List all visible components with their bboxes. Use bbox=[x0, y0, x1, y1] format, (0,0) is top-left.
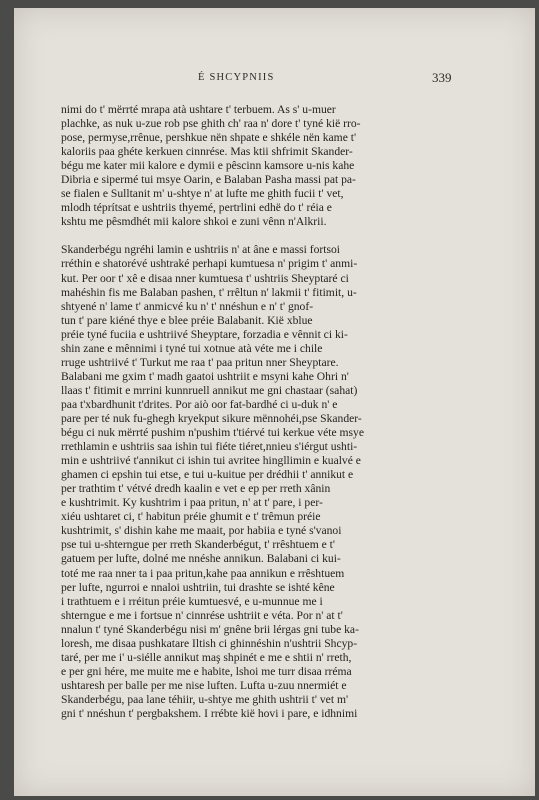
paragraph-1: nimi do t' mërrté mrapa atà ushtare t' terbuem. As s' u-muer plachke, as nuk u-zue rob pse ghith ch' raa n' dore t' tyné kië rro- pose, permyse,rrênue, pershkue nën shpate e shkéle nën kame t' kaloriis paa ghéte kerkuen cinnrése. Mas ktii shfrimit Skander- bégu me kater mii kalore e dymii e pêscinn kamsore u-nis kahe Dibria e sipermé tui msye Oarin, e Balaban Pasha massi pat pa- se fialen e Sulltanit m' u-shtye n' at lufte me ghith fucii t' vet, mlodh téprítsat e ushtriis thyemé, pertrlini edhë do t' réia e kshtu me pêsmdhét mii kalore shkoi e zuni vênn n'Alkrii. bbox=[61, 103, 361, 229]
running-head: É SHCYPNIIS bbox=[198, 72, 275, 83]
body-text bbox=[61, 103, 505, 721]
book-page bbox=[14, 8, 535, 796]
page-number: 339 bbox=[432, 70, 452, 85]
page-header bbox=[14, 72, 535, 88]
paragraph-2: Skanderbégu ngréhi lamin e ushtriis n' at âne e massi fortsoi rréthin e shatorévé ushtraké perhapi kumtuesa n' prigim t' anmi- kut. Per oor t' xê e disaa nner kumtuesa t' ushtriis Sheyptaré ci mahéshin fis me Balaban pashen, t' rrêltun n' lakmii t' fitimit, u- shtyené n' lame t' anmicvé ku n' t' nnéshun e n' t' gnof- tun t' pare kiéné thye e blee préie Balabanit. Kië xblue préie tyné fuciia e ushtriivé Sheyptare, forzadia e vênnit ci ki- shin zane e mênnimi i tyné tui xotnue atà véte me i chile rruge ushtriivé t' Turkut me raa t' paa pritun nner Sheyptare. Balabani me gxim t' madh gaatoi ushtriit e msyni kahe Ohri n' llaas t' fitimit e mrrini kunnruell annikut me gni chastaar (sahat) paa t'xbardhunit t'drites. Por aiò oor fat-bardhé ci u-duk n' e pare per té nuk fu-ghegh kryekput sikure mënnohéi,pse Skander- bégu ci nuk mërrté pushim n'pushim t'tiérvé tui kerkue véte msye rrethlamin e ushtriis saa ishin tui fiéte tiéret,nnieu s'iérgut ushti- min e ushtriivé t'annikut ci ishin tui avritee hingllimin e kualvé e ghamen ci epshin tui etse, e tui u-kuitue per drédhii t' annikut e per trathtim t' vétvé dredh kaalin e vet e ep per rreth xânin e kushtrimit. Ky kushtrim i paa pritun, n' at t' pare, i per- xiéu ushtaret ci, t' habitun préie ghumit e t' trêmun préie kushtrimit, s' dishin kahe me maait, por habiia e tyné s'vanoi pse tui u-shterngue per rreth Skanderbégut, t' rrêshtuem e t' gatuem per lufte, dolné me nnéshe annikun. Balabani ci kui- toté me raa nner ta i paa pritun,kahe paa annikun e rrêshtuem per lufte, ngurroi e nnaloi ushtriin, tui drashte se ishté kêne i trathtuem e i rréitun préie kumtuesvé, e u-munnue me i shterngue e me i fortsue n' cinnrése ushtriit e véta. Por n' at t' nnalun t' tyné Skanderbégu nisi m' gnêne brii lérgas gni tube ka- loresh, me disaa pushkatare Iltish ci ghinnéshin n'ushtrii Shcyp- taré, per me i' u-siélle annikut maş shpinét e me e shtii n' rreth, e per gni hére, me muite me e habite, lshoi me turr disaa rréma ushtaresh per balle per me nise luften. Lufta u-zuu nnermiét e Skanderbégu, paa lane téhiir, u-shtye me ghith ushtrii t' vet m' gni t' nnéshun t' pergbakshem. I rrébte kië hovi i pare, e idhnimi bbox=[61, 243, 364, 720]
